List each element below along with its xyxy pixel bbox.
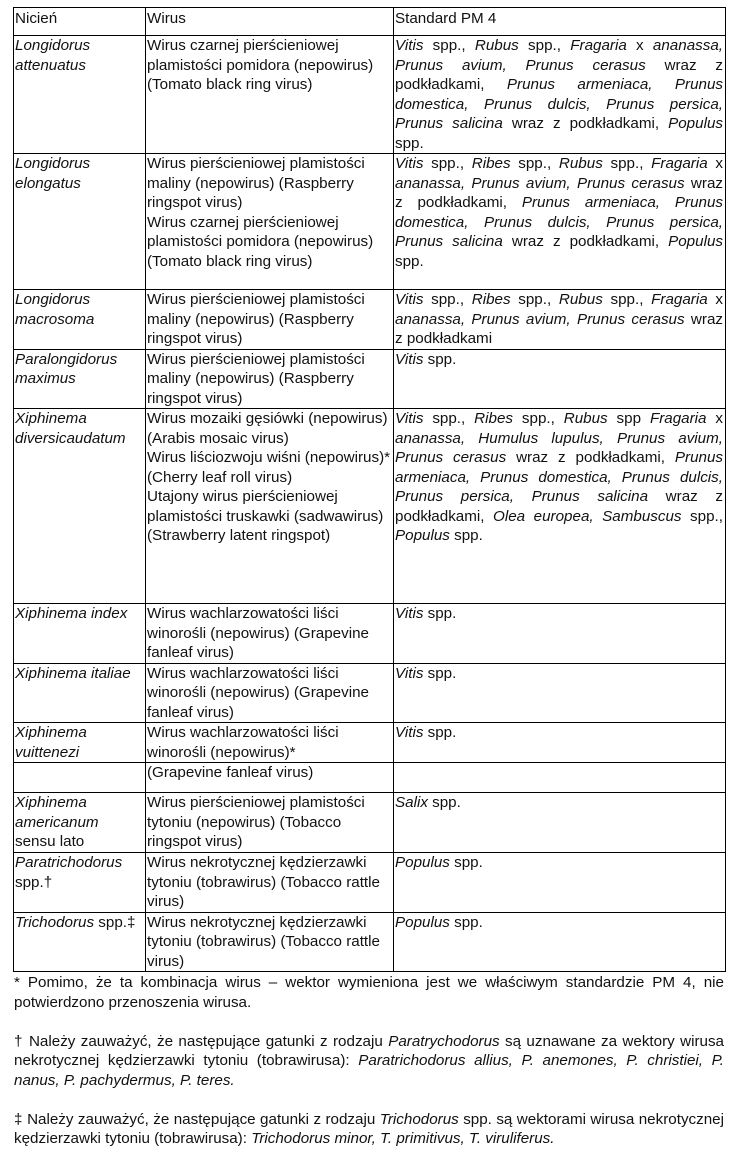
host-text: x: [706, 410, 723, 427]
virus-name: Wirus czarnej pierścieniowej plamistości pomidora (nepowirus) (Tomato black ring virus): [147, 213, 374, 270]
host-italic-text: Prunus armeniaca, Prunus domestica, Prunus dulcis, Prunus persica, Prunus salicina: [395, 449, 723, 505]
standard-cell: [394, 763, 726, 793]
standard-cell: [394, 36, 726, 154]
nematode-cell: [14, 763, 146, 793]
nematode-text: sensu lato: [15, 833, 85, 850]
document-page: [13, 7, 725, 1149]
virus-name: Wirus wachlarzowatości liści winorośli (nepowirus) (Grapevine fanleaf virus): [147, 664, 369, 721]
host-italic-text: Rubus: [558, 155, 603, 172]
table-row: [14, 793, 726, 853]
host-italic-text: Populus: [668, 115, 723, 132]
host-text: spp.: [449, 854, 483, 871]
nematode-italic-text: Longidorus attenuatus: [15, 37, 91, 74]
host-italic-text: ananassa, Prunus avium, Prunus cerasus: [395, 310, 685, 328]
host-italic-text: Ribes: [474, 410, 513, 427]
virus-cell: [146, 723, 394, 763]
nematode-italic-text: Longidorus macrosoma: [15, 291, 95, 328]
host-text: x: [707, 155, 723, 172]
virus-cell: [146, 154, 394, 290]
host-text: spp.: [449, 913, 483, 931]
host-italic-text: Vitis: [395, 350, 424, 368]
virus-name: Wirus czarnej pierścieniowej plamistości pomidora (nepowirus) (Tomato black ring virus): [147, 37, 374, 93]
table-row: [14, 723, 726, 763]
nematode-text: spp.‡: [94, 913, 136, 931]
header-nematode: Nicień: [14, 8, 146, 36]
host-italic-text: Rubus: [558, 291, 603, 308]
host-text: wraz z podkładkami,: [502, 233, 669, 250]
nematode-cell: [14, 409, 146, 604]
footnote: [14, 1032, 724, 1091]
host-italic-text: Ribes: [471, 291, 511, 308]
standard-cell: [394, 349, 726, 409]
host-text: spp.,: [602, 155, 652, 172]
footnote-italic-text: Paratrychodorus: [388, 1032, 500, 1050]
virus-cell: [146, 793, 394, 853]
host-text: spp.,: [510, 291, 559, 308]
footnote-italic-text: Paratrichodorus allius, P. anemones, P. christiei, P. nanus, P. pachydermus, P. teres.: [14, 1052, 724, 1089]
nematode-italic-text: Xiphinema diversicaudatum: [15, 410, 126, 447]
host-text: spp: [607, 410, 650, 427]
host-italic-text: Rubus: [474, 37, 519, 54]
virus-cell: [146, 912, 394, 972]
footnotes: [13, 973, 725, 1149]
standard-cell: [394, 290, 726, 350]
host-text: spp.,: [513, 410, 564, 427]
header-virus: Wirus: [146, 8, 394, 36]
standard-cell: [394, 604, 726, 664]
footnote-text: ‡ Należy zauważyć, że następujące gatunki z rodzaju: [14, 1110, 380, 1128]
host-text: spp.: [427, 794, 461, 811]
footnote: [14, 1110, 724, 1149]
virus-cell: [146, 409, 394, 604]
nematode-cell: [14, 793, 146, 853]
host-text: spp.: [395, 252, 424, 270]
standard-cell: [394, 853, 726, 913]
host-text: spp.,: [518, 37, 571, 54]
host-text: wraz z podkładkami,: [395, 174, 723, 211]
host-text: spp.,: [681, 507, 723, 525]
nematode-cell: [14, 349, 146, 409]
nematode-cell: [14, 36, 146, 154]
nematode-cell: [14, 604, 146, 664]
standard-cell: [394, 723, 726, 763]
host-text: spp.: [423, 724, 457, 741]
host-text: spp.: [449, 527, 483, 544]
nematode-text: spp.†: [15, 873, 53, 891]
table-header-row: [14, 8, 726, 36]
nematode-cell: [14, 912, 146, 972]
virus-name: Wirus pierścieniowej plamistości maliny (nepowirus) (Raspberry ringspot virus): [147, 350, 365, 407]
host-text: wraz z podkładkami: [395, 310, 723, 347]
table-row: [14, 853, 726, 913]
virus-name: Wirus nekrotycznej kędzierzawki tytoniu (tobrawirus) (Tobacco rattle virus): [147, 854, 380, 910]
table-row: [14, 409, 726, 604]
table-row: [14, 154, 726, 290]
header-standard: Standard PM 4: [394, 8, 726, 36]
host-italic-text: Populus: [668, 233, 723, 250]
virus-name: Wirus pierścieniowej plamistości maliny (nepowirus) (Raspberry ringspot virus): [147, 155, 365, 211]
host-italic-text: Prunus armeniaca, Prunus domestica, Prunus dulcis, Prunus persica, Prunus salicina: [395, 194, 723, 250]
virus-name: Wirus pierścieniowej plamistości maliny (nepowirus) (Raspberry ringspot virus): [147, 291, 365, 347]
footnote-text: * Pomimo, że ta kombinacja wirus – wektor wymieniona jest we właściwym standardzie PM 4, nie potwierdzono przenoszenia wirusa.: [14, 974, 724, 1011]
nematode-italic-text: Xiphinema americanum: [15, 794, 99, 831]
virus-name: Wirus wachlarzowatości liści winorośli (nepowirus)*: [147, 724, 339, 761]
host-italic-text: Vitis: [395, 291, 424, 308]
host-text: spp.: [423, 664, 457, 682]
host-text: spp.: [395, 134, 424, 152]
host-italic-text: Fragaria: [651, 291, 708, 308]
host-italic-text: Olea europea, Sambuscus: [493, 507, 682, 525]
host-italic-text: Prunus armeniaca, Prunus domestica, Prunus dulcis, Prunus persica, Prunus salicina: [395, 76, 723, 132]
host-italic-text: Populus: [395, 913, 450, 931]
host-italic-text: Fragaria: [570, 37, 627, 54]
standard-cell: [394, 154, 726, 290]
virus-cell: [146, 604, 394, 664]
table-row: [14, 36, 726, 154]
host-text: spp.,: [510, 155, 559, 172]
host-italic-text: Populus: [395, 527, 450, 544]
virus-cell: [146, 36, 394, 154]
standard-cell: [394, 409, 726, 604]
host-italic-text: Vitis: [395, 724, 424, 741]
nematode-cell: [14, 290, 146, 350]
nematode-cell: [14, 154, 146, 290]
host-text: wraz z podkładkami,: [395, 56, 724, 93]
host-text: wraz z podkładkami,: [395, 488, 723, 525]
host-text: wraz z podkładkami,: [506, 449, 675, 466]
virus-name: Utajony wirus pierścieniowej plamistości truskawki (sadwawirus) (Strawberry latent ringspot): [147, 488, 384, 544]
table-row: [14, 604, 726, 664]
virus-cell: [146, 763, 394, 793]
host-text: spp.,: [423, 291, 472, 308]
host-italic-text: Salix: [395, 794, 428, 811]
host-italic-text: Vitis: [395, 664, 424, 682]
virus-name: Wirus wachlarzowatości liści winorośli (nepowirus) (Grapevine fanleaf virus): [147, 605, 369, 661]
virus-name: (Grapevine fanleaf virus): [147, 764, 314, 781]
nematode-italic-text: Longidorus elongatus: [15, 155, 91, 192]
virus-cell: [146, 290, 394, 350]
nematode-cell: [14, 663, 146, 723]
standard-cell: [394, 912, 726, 972]
footnote-text: † Należy zauważyć, że następujące gatunki z rodzaju: [14, 1032, 389, 1050]
host-text: spp.: [423, 605, 457, 622]
host-italic-text: Fragaria: [649, 410, 707, 427]
host-italic-text: Populus: [395, 854, 450, 871]
footnote-italic-text: Trichodorus minor, T. primitivus, T. viruliferus.: [251, 1130, 555, 1147]
host-text: x: [707, 291, 723, 308]
host-italic-text: Vitis: [395, 410, 424, 427]
nematode-cell: [14, 853, 146, 913]
host-italic-text: Vitis: [395, 605, 424, 622]
host-text: spp.,: [423, 37, 475, 54]
virus-name: Wirus pierścieniowej plamistości tytoniu (nepowirus) (Tobacco ringspot virus): [147, 794, 365, 850]
host-text: spp.: [423, 350, 457, 368]
table-row: [14, 663, 726, 723]
nematode-italic-text: Xiphinema italiae: [15, 664, 131, 682]
standard-cell: [394, 663, 726, 723]
host-italic-text: Vitis: [395, 155, 424, 172]
nematode-italic-text: Xiphinema vuittenezi: [15, 724, 87, 761]
host-italic-text: Ribes: [471, 155, 511, 172]
host-italic-text: ananassa, Prunus avium, Prunus cerasus: [395, 37, 723, 74]
nematode-italic-text: Trichodorus: [15, 913, 95, 931]
virus-name: Wirus mozaiki gęsiówki (nepowirus) (Arabis mosaic virus): [147, 410, 388, 447]
footnote-text: są uznawane za wektory wirusa nekrotycznej kędzierzawki tytoniu (tobrawirusa):: [14, 1032, 724, 1069]
host-text: spp.,: [423, 410, 475, 427]
standard-cell: [394, 793, 726, 853]
host-italic-text: Rubus: [563, 410, 608, 427]
nematode-cell: [14, 723, 146, 763]
host-italic-text: ananassa, Humulus lupulus, Prunus avium, Prunus cerasus: [395, 429, 723, 466]
host-italic-text: Vitis: [395, 37, 424, 54]
nematode-virus-table: [13, 7, 726, 972]
table-row: [14, 290, 726, 350]
nematode-italic-text: Paratrichodorus: [15, 854, 123, 871]
host-text: spp.,: [423, 155, 472, 172]
table-row: [14, 912, 726, 972]
nematode-italic-text: Xiphinema index: [15, 605, 128, 622]
virus-cell: [146, 349, 394, 409]
footnote-italic-text: Trichodorus: [379, 1110, 459, 1128]
virus-cell: [146, 853, 394, 913]
virus-cell: [146, 663, 394, 723]
host-text: wraz z podkładkami,: [502, 115, 669, 132]
host-text: spp.,: [602, 291, 652, 308]
table-row: [14, 349, 726, 409]
virus-name: Wirus nekrotycznej kędzierzawki tytoniu (tobrawirus) (Tobacco rattle virus): [147, 913, 380, 970]
nematode-italic-text: Paralongidorus maximus: [15, 350, 118, 387]
host-italic-text: Fragaria: [651, 155, 708, 172]
footnote: [14, 973, 724, 1012]
host-italic-text: ananassa, Prunus avium, Prunus cerasus: [395, 174, 685, 192]
table-row: [14, 763, 726, 793]
host-text: x: [626, 37, 653, 54]
footnote-text: spp. są wektorami wirusa nekrotycznej kędzierzawki tytoniu (tobrawirusa):: [14, 1110, 724, 1147]
virus-name: Wirus liściozwoju wiśni (nepowirus)* (Cherry leaf roll virus): [147, 449, 391, 486]
